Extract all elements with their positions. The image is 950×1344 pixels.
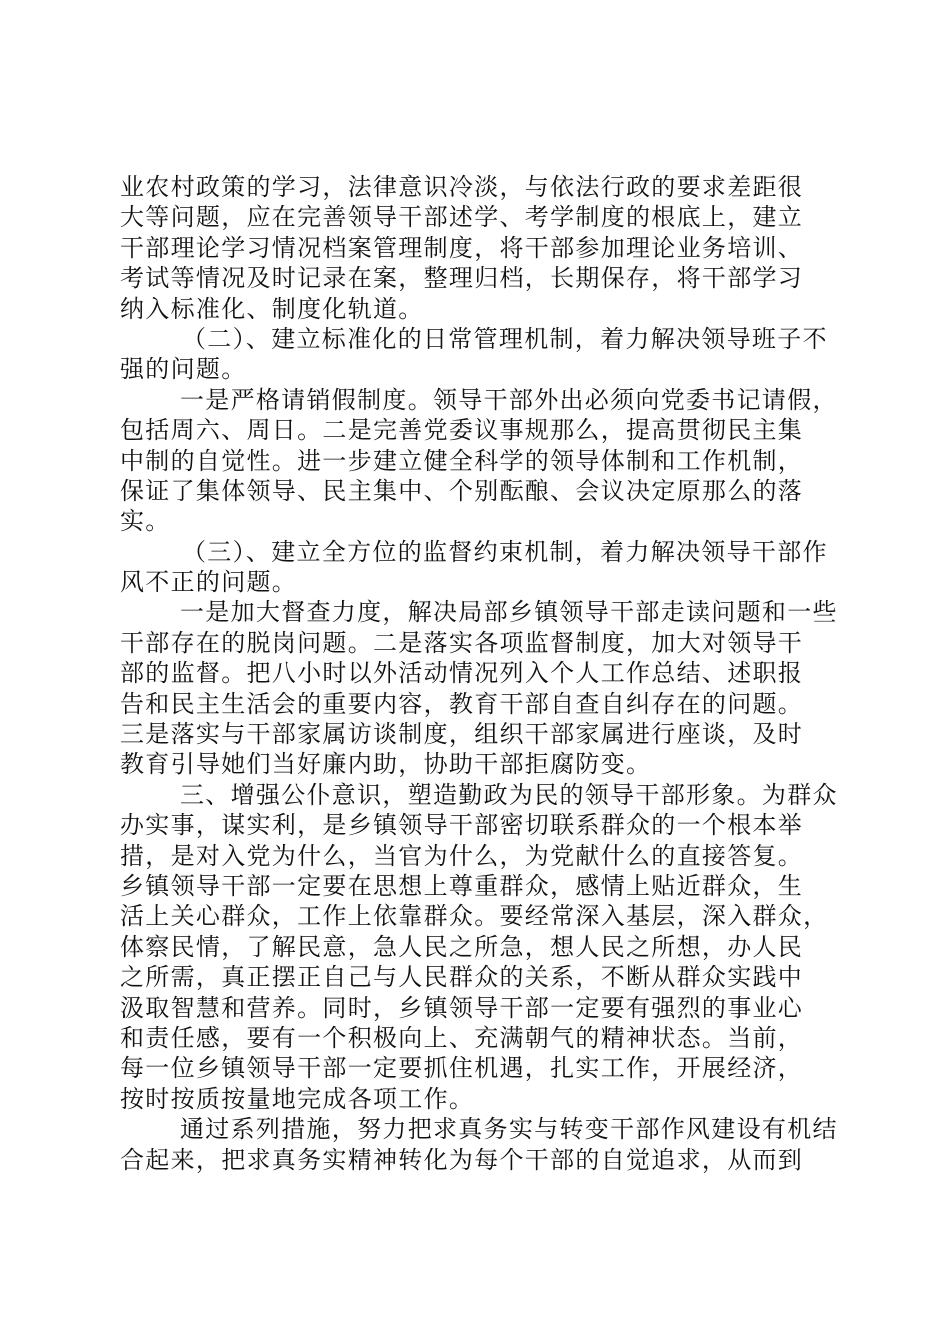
text-line: 按时按质按量地完成各项工作。 — [120, 1084, 475, 1113]
text-line: 实。 — [120, 507, 171, 536]
text-line: 汲取智慧和营养。同时，乡镇领导干部一定要有强烈的事业心 — [120, 993, 804, 1022]
text-line: 办实事，谋实利，是乡镇领导干部密切联系群众的一个根本举 — [120, 811, 804, 840]
text-line: 包括周六、周日。二是完善党委议事规那么，提高贯彻民主集 — [120, 416, 804, 445]
text-line: 中制的自觉性。进一步建立健全科学的领导体制和工作机制， — [120, 446, 804, 475]
section-heading-3: （三）、建立全方位的监督约束机制，着力解决领导干部作 — [182, 537, 828, 566]
text-line: 合起来，把求真务实精神转化为每个干部的自觉追求，从而到 — [120, 1145, 804, 1174]
text-line: 考试等情况及时记录在案，整理归档，长期保存，将干部学习 — [120, 264, 804, 293]
text-line: 强的问题。 — [120, 355, 247, 384]
text-line: 和责任感，要有一个积极向上、充满朝气的精神状态。当前， — [120, 1023, 804, 1052]
text-line: 一是加大督查力度，解决局部乡镇领导干部走读问题和一些 — [180, 598, 838, 627]
section-heading-2: （二）、建立标准化的日常管理机制，着力解决领导班子不 — [182, 324, 828, 353]
text-line: 部的监督。把八小时以外活动情况列入个人工作总结、述职报 — [120, 659, 804, 688]
text-line: 干部理论学习情况档案管理制度，将干部参加理论业务培训、 — [120, 233, 804, 262]
text-line: 一是严格请销假制度。领导干部外出必须向党委书记请假， — [180, 385, 838, 414]
text-line: 保证了集体领导、民主集中、个别酝酿、会议决定原那么的落 — [120, 476, 804, 505]
text-line: 措，是对入党为什么，当官为什么，为党献什么的直接答复。 — [120, 841, 804, 870]
text-line: 告和民主生活会的重要内容，教育干部自查自纠存在的问题。 — [120, 689, 804, 718]
text-line: 通过系列措施，努力把求真务实与转变干部作风建设有机结 — [180, 1115, 838, 1144]
text-line: 活上关心群众，工作上依靠群众。要经常深入基层，深入群众， — [120, 902, 829, 931]
text-line: 大等问题，应在完善领导干部述学、考学制度的根底上，建立 — [120, 203, 804, 232]
text-line: 体察民情，了解民意，急人民之所急，想人民之所想，办人民 — [120, 932, 804, 961]
text-line: 纳入标准化、制度化轨道。 — [120, 294, 424, 323]
text-line: 之所需，真正摆正自己与人民群众的关系，不断从群众实践中 — [120, 963, 804, 992]
text-line: 教育引导她们当好廉内助，协助干部拒腐防变。 — [120, 750, 652, 779]
text-line: 干部存在的脱岗问题。二是落实各项监督制度，加大对领导干 — [120, 628, 804, 657]
section-heading-three: 三、增强公仆意识，塑造勤政为民的领导干部形象。为群众 — [180, 780, 838, 809]
document-body — [120, 172, 840, 1175]
text-line: 每一位乡镇领导干部一定要抓住机遇，扎实工作，开展经济， — [120, 1054, 804, 1083]
text-line: 乡镇领导干部一定要在思想上尊重群众，感情上贴近群众，生 — [120, 871, 804, 900]
text-line: 风不正的问题。 — [120, 568, 298, 597]
text-line: 业农村政策的学习，法律意识冷淡，与依法行政的要求差距很 — [120, 173, 804, 201]
text-line: 三是落实与干部家属访谈制度，组织干部家属进行座谈，及时 — [120, 720, 804, 749]
